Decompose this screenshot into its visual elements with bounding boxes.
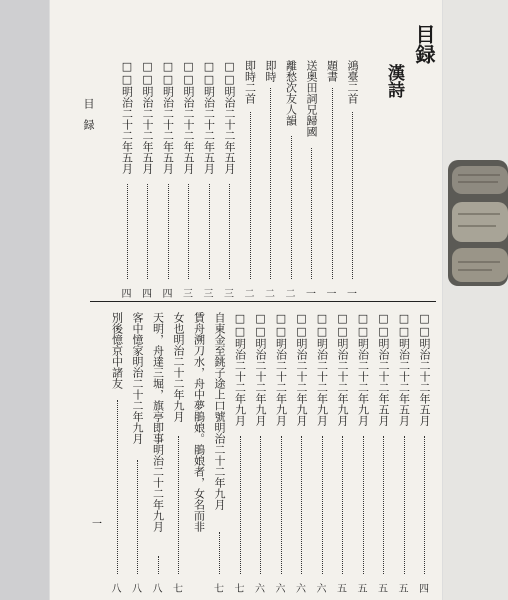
dot-leader	[281, 436, 282, 574]
dot-leader	[178, 436, 179, 574]
toc-page-number: 六	[316, 584, 327, 595]
toc-entry-title: □□明治二十二年五月	[161, 60, 175, 174]
toc-page-number: 七	[234, 584, 245, 595]
dot-leader	[311, 148, 312, 279]
dot-leader	[209, 184, 210, 279]
toc-page-number: 二	[285, 289, 296, 300]
page-number-marker: 一	[92, 519, 102, 530]
dot-leader	[240, 436, 241, 574]
toc-entry-title: 天明，舟達三堀，旗亭即事明治二十二年九月	[151, 312, 165, 532]
section-title: 漢詩	[384, 64, 404, 98]
dot-leader	[229, 184, 230, 279]
toc-entry-title: 客中憶家明治二十二年九月	[131, 312, 144, 444]
book-page	[50, 0, 442, 600]
dot-leader	[250, 112, 251, 279]
dot-leader	[322, 436, 323, 574]
toc-entry-title: 別後憶京中諸友	[110, 312, 124, 389]
dot-leader	[219, 532, 220, 574]
toc-page-number: 五	[337, 584, 347, 595]
toc-entry-title: □□明治二十二年九月	[356, 312, 370, 426]
dot-leader	[137, 460, 138, 574]
toc-page-number: 四	[162, 289, 173, 300]
toc-entry-title: 離愁次友人韻	[284, 60, 298, 126]
toc-entry-title: □□明治二十二年九月	[274, 312, 288, 426]
toc-entry-title: □□明治二十二年五月	[120, 60, 134, 174]
toc-entry-title: 即時二首	[243, 60, 257, 104]
toc-page-number: 八	[152, 584, 163, 595]
toc-entry-title: 即時	[264, 60, 277, 82]
dot-leader	[188, 184, 189, 279]
toc-page-number: 八	[132, 584, 142, 595]
dot-leader	[383, 436, 384, 574]
dot-leader	[127, 184, 128, 279]
toc-page-number: 六	[296, 584, 306, 595]
toc-page-number: 二	[244, 289, 255, 300]
dot-leader	[342, 436, 343, 574]
toc-entry-title: □□明治二十二年五月	[182, 60, 195, 174]
footer-label: 目録	[82, 98, 95, 140]
toc-entry-title: 鴻臺二首	[346, 60, 359, 104]
toc-page-number: 三	[203, 289, 214, 300]
page-title: 目録	[412, 24, 436, 64]
dot-leader	[352, 112, 353, 279]
toc-entry-title: 女也明治二十二年九月	[172, 312, 185, 422]
toc-page-number: 七	[214, 584, 224, 595]
toc-page-number: 一	[326, 289, 337, 300]
dot-leader	[291, 136, 292, 279]
toc-page-number: 四	[142, 289, 152, 300]
toc-entry-title: 賃舟溯刀水，舟中夢鵑娘。鵑娘者，女名而非	[192, 312, 206, 532]
toc-entry-title: □□明治二十二年五月	[377, 312, 390, 426]
toc-page-number: 五	[357, 584, 368, 595]
toc-page-number: 一	[347, 289, 357, 300]
toc-entry-title: □□明治二十二年五月	[418, 312, 431, 426]
toc-page-number: 八	[111, 584, 122, 595]
dot-leader	[424, 436, 425, 574]
toc-page-number: 六	[275, 584, 286, 595]
toc-entry-title: □□明治二十二年九月	[336, 312, 349, 426]
toc-page-number: 四	[121, 289, 132, 300]
toc-entry-title: □□明治二十二年九月	[233, 312, 247, 426]
toc-entry-title: 題書	[325, 60, 339, 82]
dot-leader	[260, 436, 261, 574]
dot-leader	[404, 436, 405, 574]
dot-leader	[301, 436, 302, 574]
toc-entry-title: 自東金至銚子途上口號明治二十二年九月	[213, 312, 226, 510]
dot-leader	[147, 184, 148, 279]
dot-leader	[332, 88, 333, 279]
toc-entry-title: □□明治二十二年九月	[315, 312, 329, 426]
toc-page-number: 六	[255, 584, 265, 595]
toc-page-number: 五	[378, 584, 388, 595]
toc-entry-title: □□明治二十二年九月	[295, 312, 308, 426]
dot-leader	[270, 88, 271, 279]
section-divider	[90, 301, 436, 302]
toc-page-number: 七	[173, 584, 183, 595]
toc-entry-title: 送奥田詞兄歸國	[305, 60, 318, 137]
toc-entry-title: □□明治二十二年五月	[141, 60, 154, 174]
dot-leader	[117, 400, 118, 574]
ceramic-object-photo	[448, 160, 508, 286]
toc-page-number: 三	[224, 289, 234, 300]
dot-leader	[363, 436, 364, 574]
toc-page-number: 四	[419, 584, 429, 595]
toc-entry-title: □□明治二十二年九月	[254, 312, 267, 426]
toc-page-number: 一	[306, 289, 316, 300]
toc-page-number: 二	[265, 289, 275, 300]
dot-leader	[158, 556, 159, 574]
toc-page-number: 三	[183, 289, 193, 300]
toc-entry-title: □□明治二十二年五月	[202, 60, 216, 174]
toc-entry-title: □□明治二十二年五月	[223, 60, 236, 174]
dot-leader	[168, 184, 169, 279]
toc-page-number: 五	[398, 584, 409, 595]
toc-entry-title: □□明治二十二年五月	[397, 312, 411, 426]
